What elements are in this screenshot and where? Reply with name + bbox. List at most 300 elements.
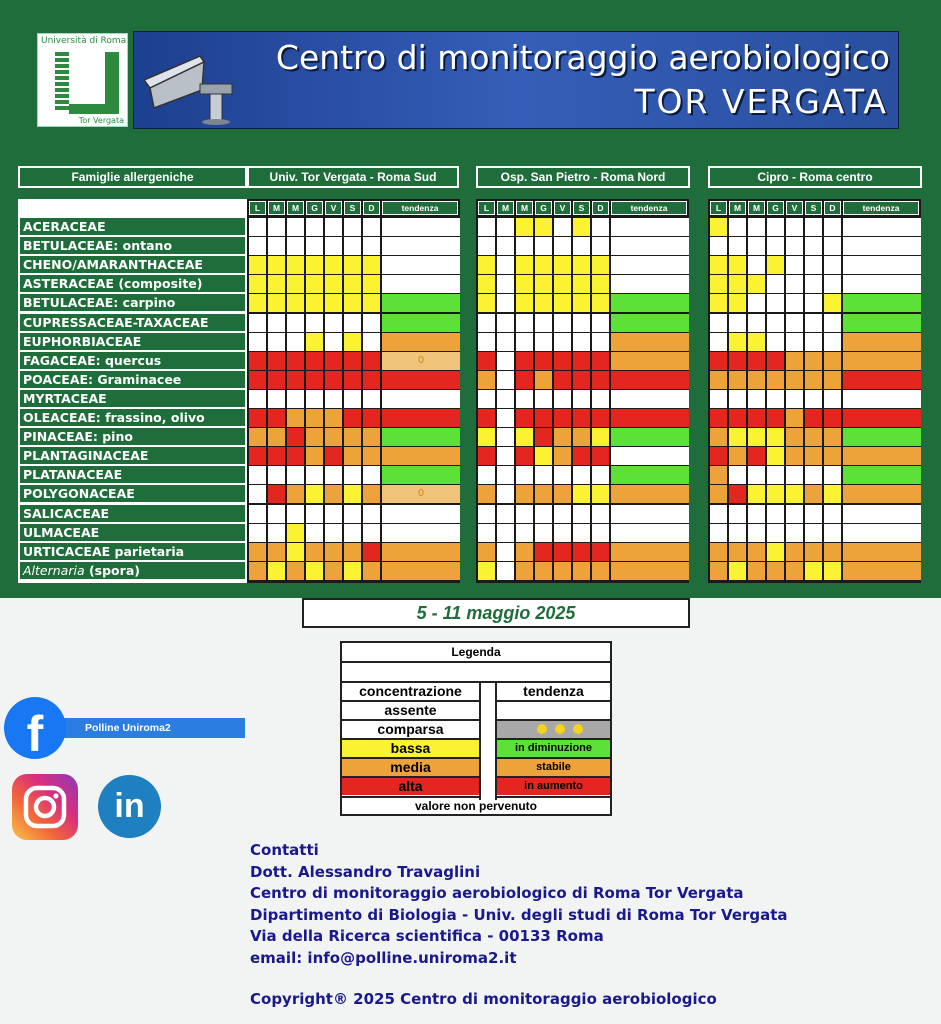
concentration-cell [554, 562, 571, 580]
concentration-cell [363, 314, 380, 332]
concentration-cell [268, 352, 285, 370]
concentration-cell [478, 333, 495, 351]
concentration-cell [268, 371, 285, 389]
concentration-cell [535, 275, 552, 293]
day-header: M [268, 201, 285, 215]
concentration-cell [249, 524, 266, 542]
concentration-cell [287, 505, 304, 523]
concentration-cell [497, 390, 514, 408]
concentration-cell [535, 237, 552, 255]
concentration-cell [363, 524, 380, 542]
concentration-cell [363, 294, 380, 312]
concentration-cell [748, 333, 765, 351]
concentration-cell [554, 314, 571, 332]
trend-cell [611, 447, 689, 465]
concentration-cell [805, 294, 822, 312]
trend-cell [843, 314, 921, 332]
concentration-cell [287, 275, 304, 293]
concentration-cell [767, 524, 784, 542]
concentration-cell [478, 428, 495, 446]
concentration-cell [824, 352, 841, 370]
concentration-cell [554, 447, 571, 465]
trend-cell [382, 275, 460, 293]
concentration-cell [573, 466, 590, 484]
concentration-cell [497, 352, 514, 370]
concentration-cell [516, 447, 533, 465]
concentration-cell [287, 428, 304, 446]
concentration-cell [249, 390, 266, 408]
linkedin-icon[interactable]: in [98, 775, 161, 838]
concentration-cell [287, 237, 304, 255]
concentration-cell [748, 485, 765, 503]
concentration-cell [268, 275, 285, 293]
concentration-cell [325, 524, 342, 542]
concentration-cell [729, 524, 746, 542]
concentration-cell [592, 562, 609, 580]
concentration-cell [325, 275, 342, 293]
concentration-cell [497, 371, 514, 389]
contact-line: Dipartimento di Biologia - Univ. degli studi di Roma Tor Vergata [250, 905, 788, 924]
concentration-cell [748, 256, 765, 274]
day-header: S [344, 201, 361, 215]
legend-high: alta [342, 778, 479, 795]
concentration-cell [710, 524, 727, 542]
concentration-cell [767, 428, 784, 446]
concentration-cell [363, 409, 380, 427]
concentration-cell [306, 237, 323, 255]
family-name: EUPHORBIACEAE [20, 333, 245, 350]
concentration-cell [554, 218, 571, 236]
concentration-cell [516, 543, 533, 561]
concentration-cell [249, 314, 266, 332]
concentration-cell [824, 256, 841, 274]
family-name: POACEAE: Graminacee [20, 371, 245, 388]
trend-cell [382, 218, 460, 236]
concentration-cell [249, 409, 266, 427]
station-header-1: Univ. Tor Vergata - Roma Sud [247, 166, 459, 188]
banner-title: Centro di monitoraggio aerobiologico [275, 38, 890, 77]
concentration-cell [748, 466, 765, 484]
concentration-cell [748, 275, 765, 293]
concentration-cell [824, 485, 841, 503]
day-header: L [478, 201, 495, 215]
contact-line: Dott. Alessandro Travaglini [250, 862, 481, 881]
concentration-cell [805, 314, 822, 332]
concentration-cell [767, 275, 784, 293]
trend-cell [843, 485, 921, 503]
trend-cell [382, 237, 460, 255]
concentration-cell [363, 218, 380, 236]
concentration-cell [268, 390, 285, 408]
concentration-cell [573, 485, 590, 503]
concentration-cell [268, 505, 285, 523]
concentration-cell [287, 333, 304, 351]
concentration-cell [478, 505, 495, 523]
concentration-cell [344, 428, 361, 446]
concentration-cell [478, 390, 495, 408]
trend-cell [843, 333, 921, 351]
day-header: M [748, 201, 765, 215]
contacts [250, 840, 890, 1011]
concentration-cell [710, 218, 727, 236]
concentration-cell [516, 256, 533, 274]
university-logo [37, 33, 128, 127]
concentration-cell [516, 428, 533, 446]
concentration-cell [592, 428, 609, 446]
concentration-cell [535, 371, 552, 389]
concentration-cell [824, 275, 841, 293]
trend-cell [843, 466, 921, 484]
concentration-cell [363, 543, 380, 561]
concentration-cell [249, 428, 266, 446]
concentration-cell [268, 447, 285, 465]
trend-cell [611, 314, 689, 332]
concentration-cell [767, 333, 784, 351]
trend-cell [382, 466, 460, 484]
concentration-cell [729, 409, 746, 427]
concentration-cell [710, 466, 727, 484]
concentration-cell [729, 256, 746, 274]
concentration-cell [325, 333, 342, 351]
concentration-cell [786, 218, 803, 236]
facebook-icon[interactable]: f [4, 697, 66, 759]
trend-cell [843, 294, 921, 312]
concentration-cell [729, 447, 746, 465]
concentration-cell [249, 256, 266, 274]
trend-header: tendenza [382, 201, 458, 215]
concentration-cell [710, 371, 727, 389]
legend-low: bassa [342, 740, 479, 757]
concentration-cell [554, 256, 571, 274]
station-grid-1 [247, 199, 460, 583]
trend-cell [611, 256, 689, 274]
contact-email[interactable]: email: info@polline.uniroma2.it [250, 948, 517, 967]
dots-icon [514, 721, 594, 738]
concentration-cell [497, 524, 514, 542]
concentration-cell [554, 294, 571, 312]
concentration-cell [516, 352, 533, 370]
day-header: M [729, 201, 746, 215]
concentration-cell [786, 562, 803, 580]
families-header: Famiglie allergeniche [18, 166, 247, 188]
concentration-cell [516, 485, 533, 503]
concentration-cell [325, 256, 342, 274]
concentration-cell [344, 275, 361, 293]
contacts-heading: Contatti [250, 841, 319, 859]
facebook-link[interactable]: Polline Uniroma2 [40, 718, 245, 738]
day-header: D [824, 201, 841, 215]
concentration-cell [554, 428, 571, 446]
day-header: S [573, 201, 590, 215]
family-name-rest: (spora) [84, 562, 140, 578]
concentration-cell [786, 524, 803, 542]
concentration-cell [268, 409, 285, 427]
concentration-cell [344, 409, 361, 427]
trend-cell [843, 237, 921, 255]
concentration-cell [767, 466, 784, 484]
trend-cell [611, 390, 689, 408]
concentration-cell [497, 237, 514, 255]
family-name: OLEACEAE: frassino, olivo [20, 409, 245, 426]
concentration-cell [325, 294, 342, 312]
concentration-cell [516, 562, 533, 580]
concentration-cell [268, 256, 285, 274]
family-name [20, 562, 245, 579]
trend-cell [611, 562, 689, 580]
concentration-cell [573, 218, 590, 236]
concentration-cell [786, 505, 803, 523]
station-grid-2 [476, 199, 689, 583]
logo-campus-text: Tor Vergata [78, 116, 124, 125]
concentration-cell [824, 505, 841, 523]
family-name: MYRTACEAE [20, 390, 245, 407]
concentration-cell [786, 294, 803, 312]
concentration-cell [306, 562, 323, 580]
concentration-cell [497, 314, 514, 332]
concentration-cell [805, 447, 822, 465]
concentration-cell [748, 237, 765, 255]
concentration-cell [592, 218, 609, 236]
concentration-cell [344, 218, 361, 236]
concentration-cell [516, 390, 533, 408]
trend-cell [382, 447, 460, 465]
concentration-cell [786, 543, 803, 561]
concentration-cell [805, 428, 822, 446]
concentration-cell [363, 256, 380, 274]
concentration-cell [805, 256, 822, 274]
concentration-cell [325, 447, 342, 465]
day-header: G [767, 201, 784, 215]
concentration-cell [344, 314, 361, 332]
concentration-cell [306, 275, 323, 293]
trend-header: tendenza [611, 201, 687, 215]
concentration-cell [287, 218, 304, 236]
concentration-cell [786, 447, 803, 465]
concentration-cell [325, 466, 342, 484]
concentration-cell [325, 218, 342, 236]
concentration-cell [592, 294, 609, 312]
concentration-cell [325, 543, 342, 561]
concentration-cell [344, 294, 361, 312]
concentration-cell [824, 428, 841, 446]
concentration-cell [748, 218, 765, 236]
concentration-cell [729, 218, 746, 236]
concentration-cell [344, 352, 361, 370]
concentration-cell [497, 505, 514, 523]
concentration-cell [306, 218, 323, 236]
concentration-cell [497, 428, 514, 446]
family-name-italic: Alternaria [23, 562, 85, 578]
concentration-cell [573, 447, 590, 465]
concentration-cell [497, 294, 514, 312]
concentration-cell [573, 505, 590, 523]
concentration-cell [786, 371, 803, 389]
concentration-cell [805, 524, 822, 542]
concentration-cell [268, 294, 285, 312]
concentration-cell [748, 562, 765, 580]
concentration-cell [767, 352, 784, 370]
concentration-cell [592, 524, 609, 542]
concentration-cell [710, 333, 727, 351]
concentration-cell [344, 466, 361, 484]
concentration-cell [363, 237, 380, 255]
concentration-cell [805, 562, 822, 580]
concentration-cell [287, 543, 304, 561]
concentration-cell [535, 390, 552, 408]
concentration-cell [249, 505, 266, 523]
contact-line: Centro di monitoraggio aerobiologico di Roma Tor Vergata [250, 884, 744, 902]
banner-subtitle: TOR VERGATA [634, 82, 888, 121]
concentration-cell [325, 352, 342, 370]
concentration-cell [478, 371, 495, 389]
concentration-cell [729, 371, 746, 389]
concentration-cell [573, 314, 590, 332]
concentration-cell [344, 237, 361, 255]
concentration-cell [287, 314, 304, 332]
concentration-cell [805, 352, 822, 370]
concentration-cell [554, 524, 571, 542]
family-name: CHENO/AMARANTHACEAE [20, 256, 245, 273]
concentration-cell [287, 352, 304, 370]
concentration-cell [767, 294, 784, 312]
concentration-cell [805, 543, 822, 561]
concentration-cell [478, 543, 495, 561]
trend-cell [611, 371, 689, 389]
concentration-cell [573, 294, 590, 312]
concentration-cell [824, 314, 841, 332]
concentration-cell [306, 524, 323, 542]
concentration-cell [478, 218, 495, 236]
concentration-cell [363, 333, 380, 351]
concentration-cell [710, 409, 727, 427]
concentration-cell [325, 409, 342, 427]
concentration-cell [824, 524, 841, 542]
legend-increasing: in aumento [497, 778, 610, 795]
legend-stable: stabile [497, 759, 610, 776]
concentration-cell [249, 466, 266, 484]
concentration-cell [325, 485, 342, 503]
concentration-cell [824, 333, 841, 351]
concentration-cell [516, 371, 533, 389]
concentration-cell [767, 543, 784, 561]
concentration-cell [535, 218, 552, 236]
concentration-cell [573, 333, 590, 351]
concentration-cell [535, 256, 552, 274]
concentration-cell [478, 466, 495, 484]
concentration-cell [592, 390, 609, 408]
concentration-cell [748, 428, 765, 446]
concentration-cell [592, 505, 609, 523]
concentration-cell [268, 562, 285, 580]
concentration-cell [306, 390, 323, 408]
trend-cell [382, 390, 460, 408]
concentration-cell [535, 485, 552, 503]
concentration-cell [767, 485, 784, 503]
concentration-cell [249, 371, 266, 389]
concentration-cell [268, 543, 285, 561]
concentration-cell [729, 314, 746, 332]
concentration-cell [592, 314, 609, 332]
concentration-cell [535, 428, 552, 446]
concentration-cell [249, 447, 266, 465]
concentration-cell [805, 333, 822, 351]
concentration-cell [805, 371, 822, 389]
legend-decreasing: in diminuzione [497, 740, 610, 757]
concentration-cell [573, 371, 590, 389]
concentration-cell [592, 352, 609, 370]
concentration-cell [573, 390, 590, 408]
concentration-cell [786, 333, 803, 351]
concentration-cell [516, 237, 533, 255]
concentration-cell [573, 275, 590, 293]
trend-cell [382, 543, 460, 561]
concentration-cell [824, 562, 841, 580]
trend-cell [611, 466, 689, 484]
concentration-cell [249, 485, 266, 503]
concentration-cell [497, 562, 514, 580]
concentration-cell [824, 466, 841, 484]
trend-cell [843, 562, 921, 580]
concentration-cell [805, 505, 822, 523]
day-header: M [497, 201, 514, 215]
concentration-cell [516, 275, 533, 293]
concentration-cell [535, 524, 552, 542]
station-grid-3 [708, 199, 921, 583]
trend-cell: 0 [382, 485, 460, 503]
concentration-cell [786, 466, 803, 484]
trend-cell [611, 543, 689, 561]
concentration-cell [729, 237, 746, 255]
concentration-cell [592, 409, 609, 427]
concentration-cell [748, 524, 765, 542]
trend-header: tendenza [843, 201, 919, 215]
concentration-cell [824, 409, 841, 427]
concentration-cell [710, 390, 727, 408]
concentration-cell [363, 371, 380, 389]
concentration-cell [805, 275, 822, 293]
concentration-cell [287, 466, 304, 484]
logo-university-text: Università di Roma [41, 36, 127, 46]
concentration-cell [497, 447, 514, 465]
concentration-cell [767, 390, 784, 408]
trend-cell [611, 294, 689, 312]
concentration-cell [710, 352, 727, 370]
concentration-cell [344, 447, 361, 465]
concentration-cell [249, 562, 266, 580]
concentration-cell [268, 314, 285, 332]
concentration-cell [249, 275, 266, 293]
concentration-cell [592, 237, 609, 255]
concentration-cell [306, 447, 323, 465]
day-header: V [786, 201, 803, 215]
concentration-cell [268, 428, 285, 446]
concentration-cell [592, 333, 609, 351]
concentration-cell [786, 314, 803, 332]
concentration-cell [325, 371, 342, 389]
trend-cell [843, 505, 921, 523]
concentration-cell [748, 352, 765, 370]
concentration-cell [554, 352, 571, 370]
concentration-cell [824, 218, 841, 236]
concentration-cell [554, 333, 571, 351]
instagram-icon[interactable] [12, 774, 78, 840]
trend-cell [382, 428, 460, 446]
day-header: M [287, 201, 304, 215]
concentration-cell [478, 447, 495, 465]
family-list [18, 199, 247, 583]
concentration-cell [554, 390, 571, 408]
concentration-cell [478, 409, 495, 427]
